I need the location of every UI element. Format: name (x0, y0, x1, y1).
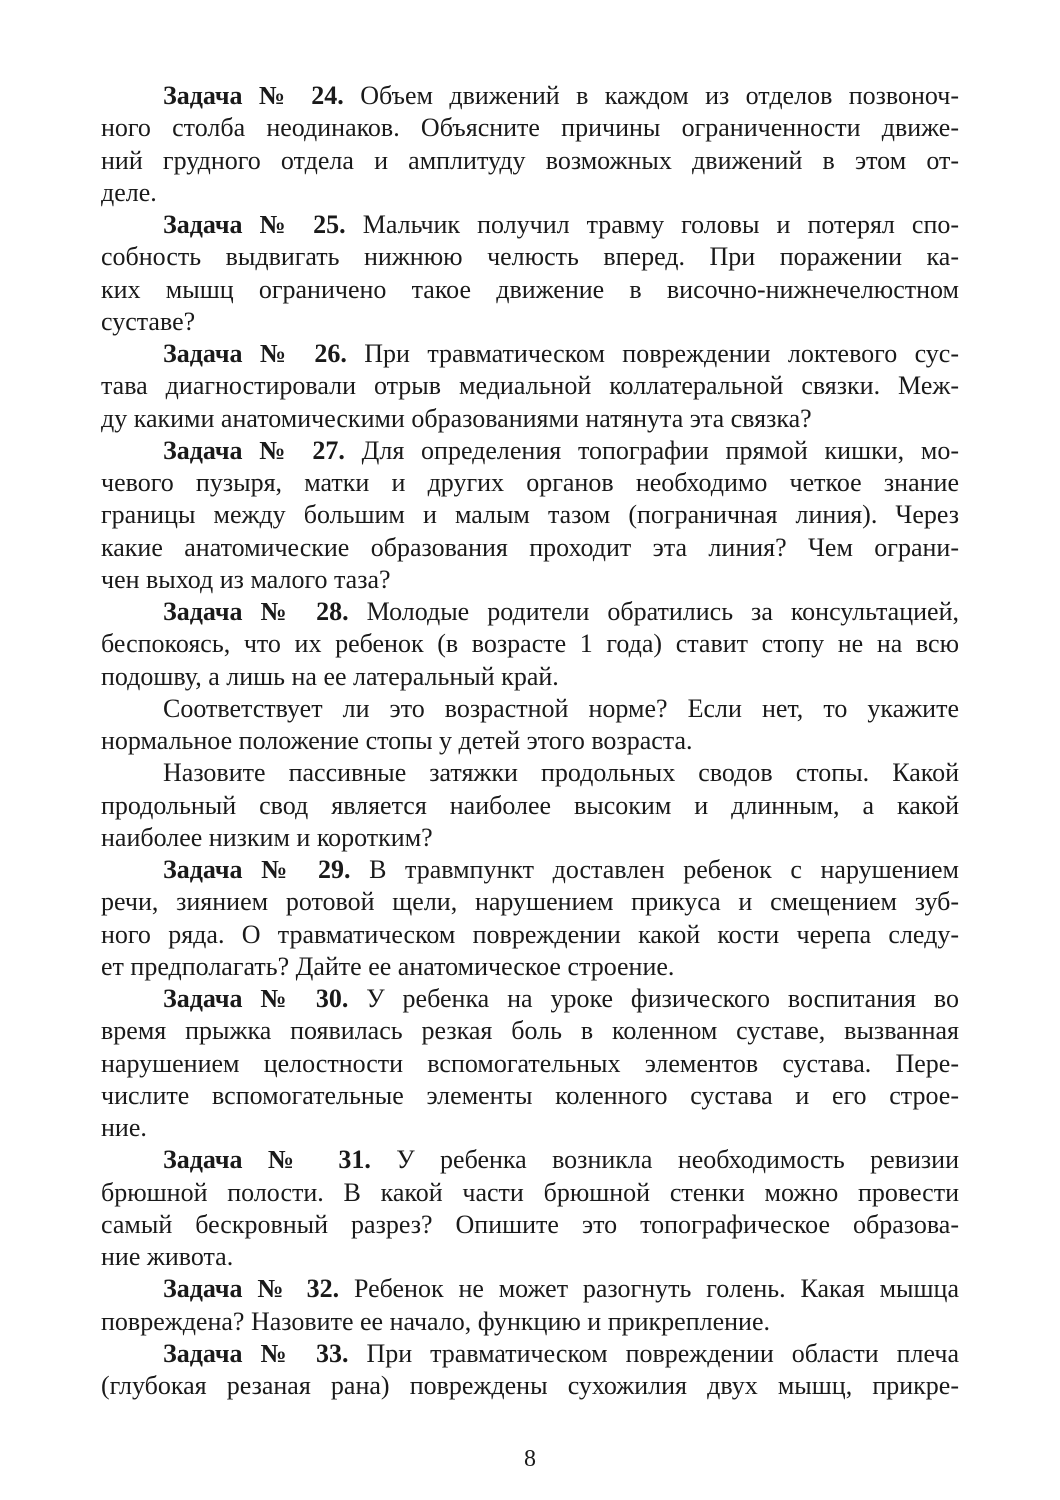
line-text: речи, зиянием ротовой щели, нарушением прикуса и смещением зуб- (101, 887, 959, 917)
task-heading: Задача № 29. (163, 855, 351, 884)
task-heading: Задача № 30. (163, 984, 349, 1013)
text-line (101, 919, 959, 951)
text-line (101, 403, 959, 435)
line-text: границы между большим и малым тазом (пограничная линия). Через (101, 500, 959, 530)
line-text: В травмпункт доставлен ребенок с нарушением (350, 855, 960, 884)
task-heading: Задача № 25. (163, 210, 346, 239)
document-body (101, 80, 959, 1402)
line-text: чевого пузыря, матки и других органов необходимо четкое знание (101, 468, 959, 497)
line-text: собность выдвигать нижнюю челюсть вперед. При поражении ка- (101, 242, 959, 272)
text-line (101, 1177, 959, 1209)
text-line (101, 790, 959, 822)
text-line (101, 661, 959, 693)
text-line (101, 596, 959, 628)
line-text: брюшной полости. В какой части брюшной стенки можно провести (101, 1177, 959, 1207)
text-line (101, 112, 959, 144)
line-text: ние живота. (101, 1242, 234, 1271)
line-text: У ребенка возникла необходимость ревизии (370, 1145, 960, 1175)
task-heading: Задача № 24. (163, 81, 344, 110)
text-line (101, 693, 959, 725)
line-text: беспокоясь, что их ребенок (в возрасте 1 года) ставит стопу не на всю (101, 629, 959, 659)
line-text: нарушением целостности вспомогательных элементов сустава. Пере- (101, 1048, 959, 1078)
line-text: Для определения топографии прямой кишки, мо- (344, 435, 959, 465)
line-text: Объем движений в каждом из отделов позвоноч- (343, 81, 959, 110)
text-line (101, 435, 959, 467)
text-line (101, 1080, 959, 1112)
task-heading: Задача № 26. (163, 339, 347, 368)
line-text: (глубокая резаная рана) повреждены сухожилия двух мышц, прикре- (101, 1371, 959, 1400)
text-line (101, 80, 959, 112)
text-line (101, 532, 959, 564)
text-line (101, 628, 959, 660)
line-text: ких мышц ограничено такое движение в височно-нижнечелюстном (101, 274, 959, 304)
text-line (101, 145, 959, 177)
line-text: Соответствует ли это возрастной норме? Если нет, то укажите (163, 693, 959, 723)
text-line (101, 564, 959, 596)
task-heading: Задача № 32. (163, 1274, 340, 1304)
line-text: ду какими анатомическими образованиями натянута эта связка? (101, 403, 812, 433)
line-text: суставе? (101, 306, 196, 336)
line-text: время прыжка появилась резкая боль в коленном суставе, вызванная (101, 1016, 959, 1046)
line-text: подошву, а лишь на ее латеральный край. (101, 661, 559, 691)
line-text: чен выход из малого таза? (101, 564, 391, 594)
line-text: продольный свод является наиболее высоким и длинным, а какой (101, 790, 959, 820)
text-line (101, 757, 959, 789)
line-text: Молодые родители обратились за консультацией, (348, 597, 959, 626)
line-text: нормальное положение стопы у детей этого возраста. (101, 726, 693, 755)
text-line (101, 1048, 959, 1080)
text-line (101, 1015, 959, 1047)
line-text: Назовите пассивные затяжки продольных сводов стопы. Какой (163, 758, 959, 788)
line-text: ний грудного отдела и амплитуду возможных движений в этом от- (101, 145, 959, 175)
text-line (101, 1241, 959, 1273)
text-line (101, 983, 959, 1015)
task-heading: Задача № 33. (163, 1338, 349, 1368)
line-text: какие анатомические образования проходит эта линия? Чем ограни- (101, 532, 959, 562)
task-heading: Задача № 27. (163, 435, 345, 465)
text-line (101, 951, 959, 983)
line-text: ного столба неодинаков. Объясните причины ограниченности движе- (101, 113, 959, 143)
text-line (101, 1209, 959, 1241)
line-text: самый бескровный разрез? Опишите это топографическое образова- (101, 1209, 959, 1239)
line-text: Мальчик получил травму головы и потерял спо- (345, 210, 960, 239)
text-line (101, 886, 959, 918)
task-heading: Задача № 31. (163, 1145, 371, 1175)
page-number: 8 (524, 1446, 536, 1472)
line-text: При травматическом повреждении локтевого сус- (346, 339, 959, 368)
line-text: тава диагностировали отрыв медиальной коллатеральной связки. Меж- (101, 371, 959, 401)
text-line (101, 241, 959, 273)
text-line (101, 177, 959, 209)
text-line (101, 209, 959, 241)
text-line (101, 467, 959, 499)
text-line (101, 306, 959, 338)
line-text: числите вспомогательные элементы коленного сустава и его строе- (101, 1080, 959, 1110)
line-text: При травматическом повреждении области плеча (348, 1338, 959, 1368)
line-text: Ребенок не может разогнуть голень. Какая мышца (339, 1274, 959, 1304)
task-heading: Задача № 28. (163, 597, 349, 626)
text-line (101, 822, 959, 854)
line-text: У ребенка на уроке физического воспитания во (348, 984, 960, 1013)
text-line (101, 338, 959, 370)
text-line (101, 1273, 959, 1305)
text-line (101, 1112, 959, 1144)
line-text: наиболее низким и коротким? (101, 822, 433, 852)
text-line (101, 499, 959, 531)
text-line (101, 854, 959, 886)
line-text: повреждена? Назовите ее начало, функцию и прикрепление. (101, 1306, 771, 1336)
line-text: ет предполагать? Дайте ее анатомическое строение. (101, 951, 675, 981)
line-text: деле. (101, 177, 157, 207)
line-text: ние. (101, 1113, 147, 1142)
text-line (101, 370, 959, 402)
text-line (101, 725, 959, 757)
text-line (101, 1144, 959, 1176)
text-line (101, 1370, 959, 1402)
text-line (101, 1338, 959, 1370)
line-text: ного ряда. О травматическом повреждении какой кости черепа следу- (101, 919, 959, 949)
text-line (101, 274, 959, 306)
text-line (101, 1306, 959, 1338)
